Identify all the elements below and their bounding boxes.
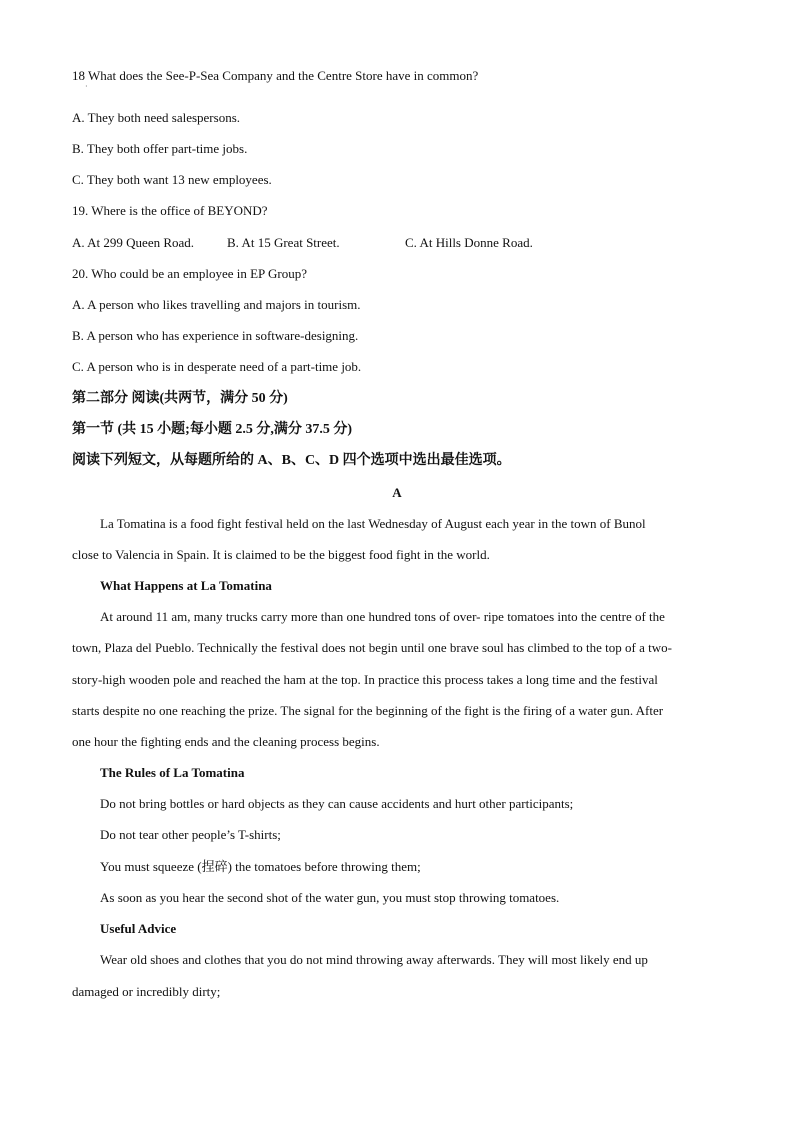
q19-option-c: C. At Hills Donne Road. <box>405 235 533 250</box>
question-19: 19. Where is the office of BEYOND? <box>72 203 268 218</box>
question-20: 20. Who could be an employee in EP Group? <box>72 266 308 281</box>
q18-option-a: A. They both need salespersons. <box>72 110 241 125</box>
q19-option-a: A. At 299 Queen Road. <box>72 235 195 250</box>
advice-line: damaged or incredibly dirty; <box>72 984 221 999</box>
paragraph-line: starts despite no one reaching the prize. The signal for the beginning of the fight is the firing of a water gun. After <box>72 703 664 718</box>
q18-option-c: C. They both want 13 new employees. <box>72 172 272 187</box>
subheading-rules: The Rules of La Tomatina <box>100 765 245 780</box>
paragraph-line: At around 11 am, many trucks carry more than one hundred tons of over- ripe tomatoes into the centre of the <box>100 609 665 624</box>
paragraph-line: one hour the fighting ends and the cleaning process begins. <box>72 734 380 749</box>
reading-instruction: 阅读下列短文，从每题所给的 A、B、C、D 四个选项中选出最佳选项。 <box>72 453 511 468</box>
q18-option-b: B. They both offer part-time jobs. <box>72 141 248 156</box>
passage-intro-line-1: La Tomatina is a food fight festival held on the last Wednesday of August each year in the town of Bunol <box>100 516 646 531</box>
q19-option-b: B. At 15 Great Street. <box>227 235 340 250</box>
advice-line: Wear old shoes and clothes that you do not mind throwing away afterwards. They will most likely end up <box>100 952 648 967</box>
question-18: 18 What does the See-P-Sea Company and the Centre Store have in common? <box>72 68 479 83</box>
rule-item: As soon as you hear the second shot of the water gun, you must stop throwing tomatoes. <box>100 890 560 905</box>
rule-item: You must squeeze (捏碎) the tomatoes before throwing them; <box>100 859 421 874</box>
part-two-heading: 第二部分 阅读(共两节，满分 50 分) <box>72 391 288 406</box>
rule-item: Do not tear other people’s T-shirts; <box>100 827 281 842</box>
q20-option-c: C. A person who is in desperate need of a part-time job. <box>72 359 362 374</box>
q20-option-b: B. A person who has experience in software-designing. <box>72 328 359 343</box>
passage-intro-line-2: close to Valencia in Spain. It is claimed to be the biggest food fight in the world. <box>72 547 490 562</box>
q20-option-a: A. A person who likes travelling and majors in tourism. <box>72 297 361 312</box>
subheading-what-happens: What Happens at La Tomatina <box>100 578 272 593</box>
stray-mark: · <box>85 82 88 91</box>
rule-item: Do not bring bottles or hard objects as they can cause accidents and hurt other participants; <box>100 796 574 811</box>
passage-label: A <box>392 485 402 500</box>
subheading-useful-advice: Useful Advice <box>100 921 177 936</box>
section-one-heading: 第一节 (共 15 小题;每小题 2.5 分,满分 37.5 分) <box>72 422 352 437</box>
paragraph-line: town, Plaza del Pueblo. Technically the festival does not begin until one brave soul has climbed to the top of a two- <box>72 640 672 655</box>
paragraph-line: story-high wooden pole and reached the ham at the top. In practice this process takes a long time and the festival <box>72 672 658 687</box>
